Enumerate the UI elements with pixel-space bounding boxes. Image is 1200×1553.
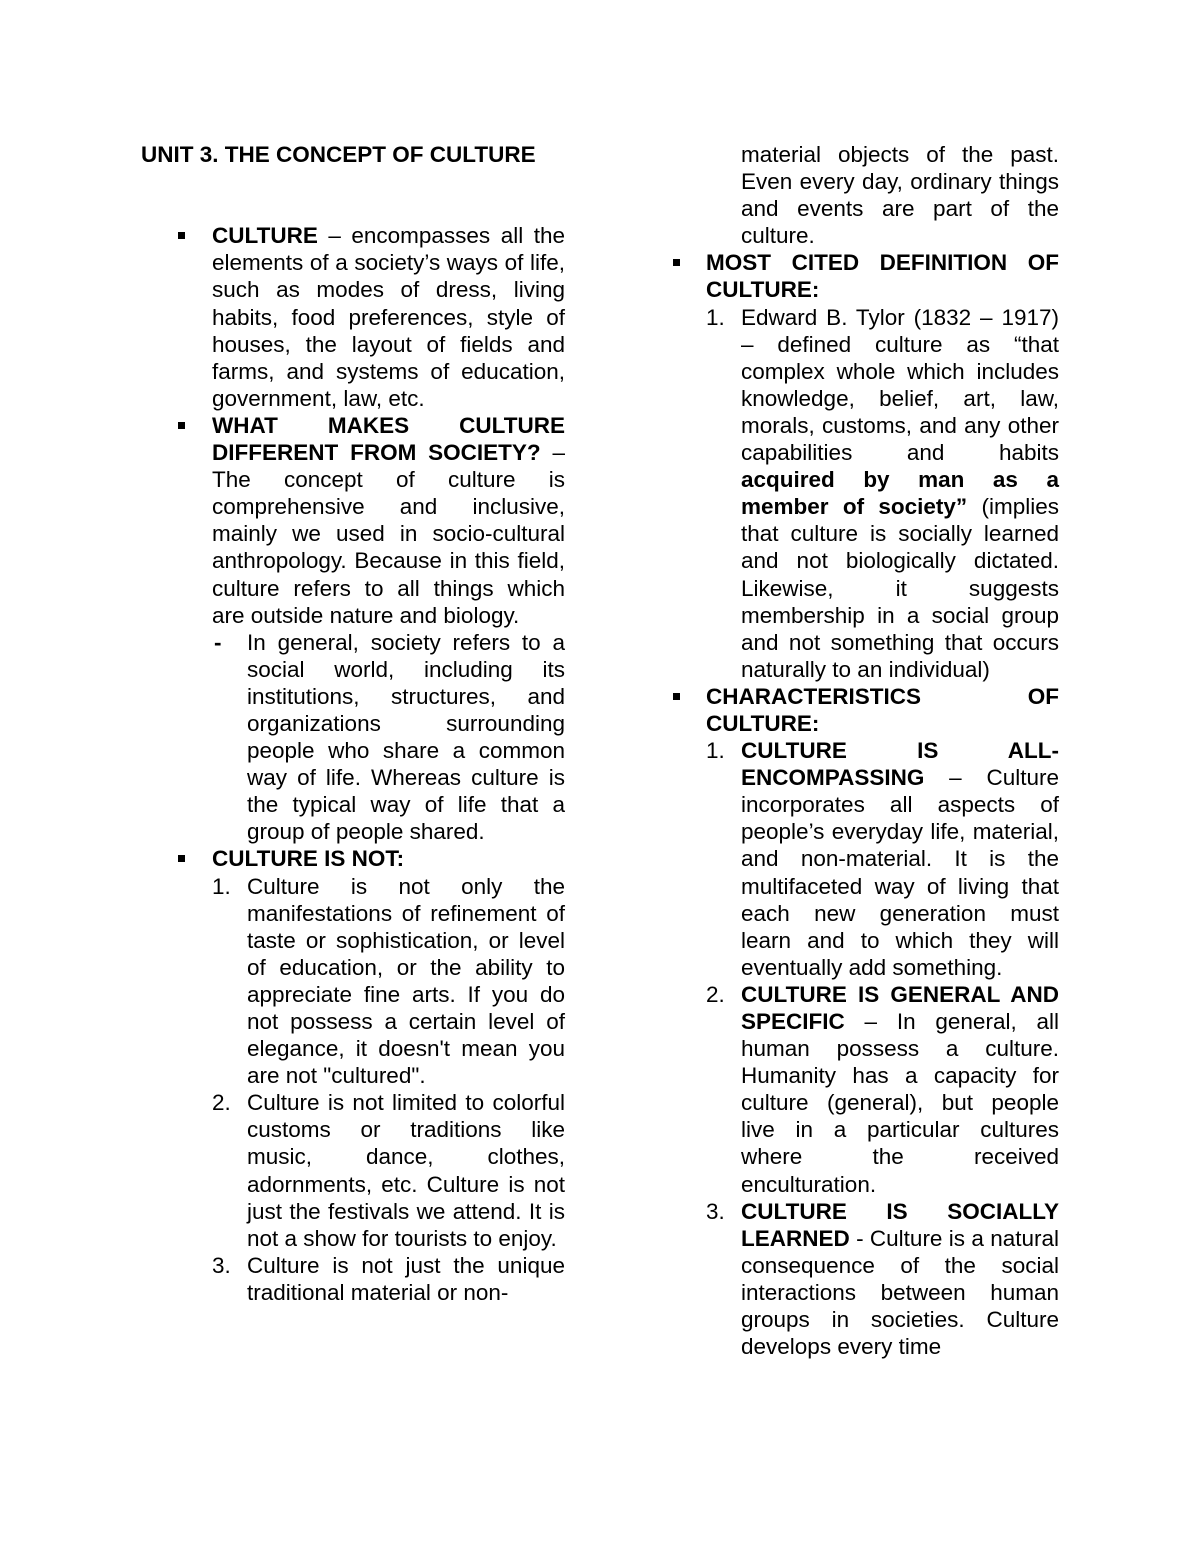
page-title: UNIT 3. THE CONCEPT OF CULTURE (141, 142, 536, 167)
item-number: 3. (212, 1252, 231, 1278)
list-item (670, 737, 1059, 981)
item-number: 2. (706, 981, 725, 1007)
list-item (141, 873, 565, 1090)
list-item (670, 304, 1059, 683)
sub-bullet-society (141, 629, 565, 846)
list-item-continued (670, 141, 1059, 249)
culture-definition-text: – encompasses all the elements of a society’s ways of life, such as modes of dress, living habits, food preferences, style of houses, the layout of fields and farms, and systems of education, government, law, etc. (212, 223, 565, 411)
item-heading: CULTURE IS ALL-ENCOMPASSING (741, 738, 1059, 791)
square-bullet-icon (673, 259, 680, 266)
term-characteristics: CHARACTERISTICS OF CULTURE: (706, 683, 1059, 736)
item-text: Culture is not only the manifestations of refinement of taste or sophistication, or level of education, or the ability to appreciate fine arts. If you do not possess a certain level of elegance, it doesn't mean you are not "cultured". (247, 873, 565, 1089)
item-number: 1. (706, 738, 725, 764)
item-number: 1. (706, 304, 725, 330)
item-heading: CULTURE IS GENERAL AND SPECIFIC (741, 981, 1059, 1034)
item-heading: CULTURE IS SOCIALLY LEARNED (741, 1198, 1059, 1251)
tylor-text-b: (implies that culture is socially learned and not biologically dictated. Likewise, it suggests membership in a social group and not something that occurs naturally to an individual) (741, 494, 1059, 682)
bullet-most-cited (670, 249, 1059, 303)
term-culture: CULTURE (212, 223, 318, 249)
bullet-culture-definition (141, 222, 565, 412)
term-most-cited: MOST CITED DEFINITION OF CULTURE: (706, 250, 1059, 303)
item-number: 3. (706, 1198, 725, 1224)
square-bullet-icon (178, 855, 185, 862)
item-number: 2. (212, 1090, 231, 1116)
left-column (141, 141, 565, 1306)
tylor-bold: acquired by man as a member of society” (741, 467, 1059, 520)
square-bullet-icon (673, 693, 680, 700)
item-text-start: Culture is not just the unique traditional material or non- (247, 1252, 565, 1305)
culture-vs-society-text: – The concept of culture is comprehensive and inclusive, mainly we used in socio-cultural anthropology. Because in this field, culture refers to all things which are outside nature and biology. (212, 440, 565, 628)
tylor-text-a: Edward B. Tylor (1832 – 1917) – defined culture as “that complex whole which includes knowledge, belief, art, law, morals, customs, and any other capabilities and habits (741, 304, 1059, 466)
term-culture-is-not: CULTURE IS NOT: (212, 846, 405, 872)
item-text-continued: material objects of the past. Even every day, ordinary things and events are part of the culture. (741, 142, 1059, 249)
list-item (141, 1252, 565, 1306)
item-text: Culture is not limited to colorful customs or traditions like music, dance, clothes, adornments, etc. Culture is not just the festivals we attend. It is not a show for tourists to enjoy. (247, 1090, 565, 1251)
bullet-characteristics (670, 683, 1059, 737)
bullet-culture-is-not (141, 845, 565, 872)
square-bullet-icon (178, 232, 185, 239)
list-item (670, 981, 1059, 1198)
society-text: In general, society refers to a social world, including its institutions, structures, and organizations surrounding people who share a common way of life. Whereas culture is the typical way of life that a group of people shared. (247, 629, 565, 845)
term-culture-vs-society: WHAT MAKES CULTURE DIFFERENT FROM SOCIETY? (212, 412, 565, 466)
dash-marker: - (214, 629, 222, 655)
list-item (141, 1089, 565, 1252)
item-text: – Culture incorporates all aspects of people’s everyday life, material, and non-material. It is the multifaceted way of living that each new generation must learn and to which they will eventually add something. (741, 765, 1059, 980)
right-column (670, 141, 1059, 1360)
item-text: - Culture is a natural consequence of the social interactions between human groups in societies. Culture develops every time (741, 1225, 1059, 1360)
item-number: 1. (212, 873, 231, 899)
list-item (670, 1198, 1059, 1361)
square-bullet-icon (178, 422, 185, 429)
bullet-culture-vs-society (141, 412, 565, 629)
item-text: – In general, all human possess a culture. Humanity has a capacity for culture (general), but people live in a particular cultures where the received enculturation. (741, 1009, 1059, 1197)
